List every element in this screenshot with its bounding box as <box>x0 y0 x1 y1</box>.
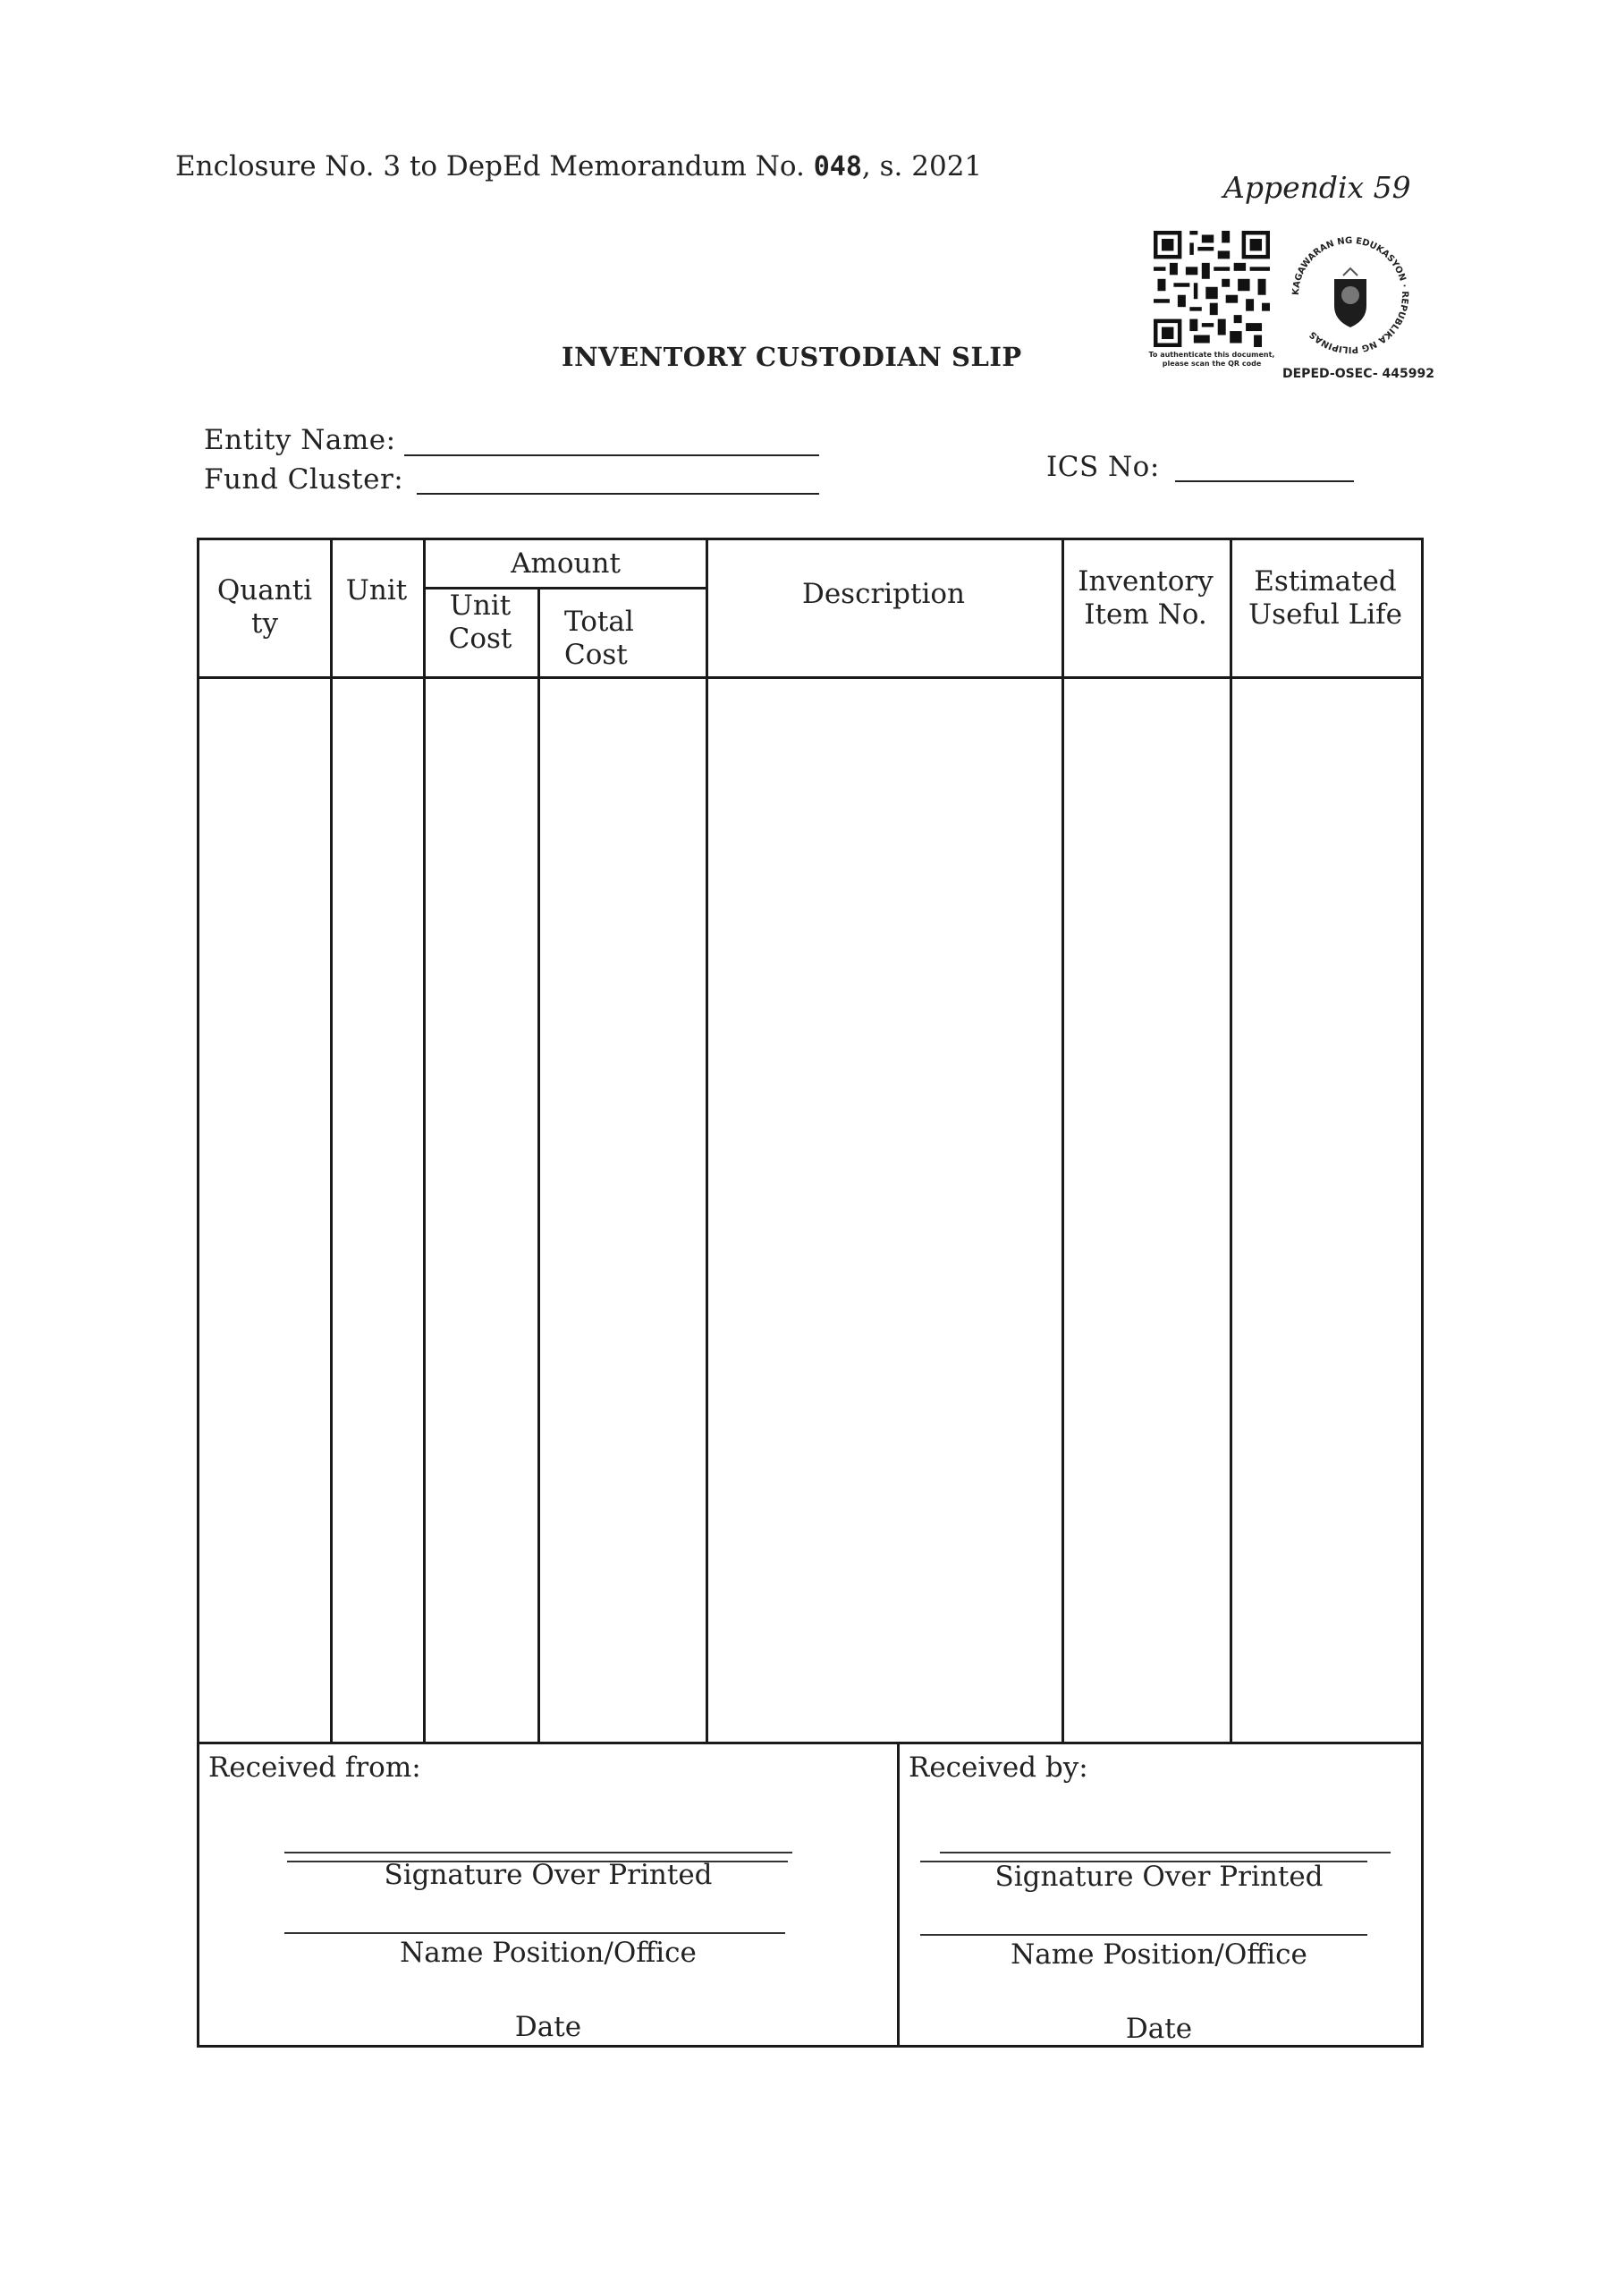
header-quantity <box>199 574 330 640</box>
header-unit-cost <box>423 589 537 656</box>
entity-name-label: Entity Name: <box>204 424 396 456</box>
header-useful-life-line1: Estimated <box>1254 565 1397 598</box>
received-from-signature-label: Signature Over Printed <box>384 1859 713 1891</box>
header-unit-cost-line2: Cost <box>448 623 512 655</box>
column-divider <box>1062 540 1064 1742</box>
received-from-label: Received from: <box>208 1751 421 1784</box>
received-by-label: Received by: <box>909 1751 1088 1784</box>
header-quantity-line2: ty <box>251 607 278 640</box>
inventory-table <box>197 538 1424 2048</box>
fund-cluster-field[interactable] <box>417 493 819 495</box>
header-total-cost <box>540 606 634 672</box>
enclosure-prefix: Enclosure No. 3 to DepEd Memorandum No. <box>175 150 805 182</box>
received-by-date-label: Date <box>1125 2013 1193 2045</box>
entity-name-field[interactable] <box>404 454 819 456</box>
ics-no-label: ICS No: <box>1046 451 1160 483</box>
qr-authentication-note: To authenticate this document, please scan the QR code <box>1148 351 1275 368</box>
header-amount: Amount <box>511 547 621 580</box>
ics-no-field[interactable] <box>1175 480 1354 482</box>
received-from-name-line[interactable] <box>284 1932 785 1934</box>
form-title: INVENTORY CUSTODIAN SLIP <box>562 342 1022 372</box>
header-inventory-item-no <box>1062 565 1230 632</box>
deped-seal-logo <box>1279 224 1422 367</box>
header-inventory-line2: Item No. <box>1084 598 1207 631</box>
qr-code-icon <box>1154 231 1270 347</box>
column-divider <box>537 587 540 1742</box>
fund-cluster-label: Fund Cluster: <box>204 463 404 496</box>
received-from-signature-line[interactable] <box>284 1852 792 1853</box>
certificate-code: DEPED-OSEC- 445992 <box>1282 367 1434 381</box>
column-divider <box>1230 540 1232 1742</box>
received-by-name-line[interactable] <box>920 1934 1367 1936</box>
received-by-name-position-label: Name Position/Office <box>1011 1938 1307 1971</box>
header-inventory-line1: Inventory <box>1078 565 1214 598</box>
received-from-name-position-label: Name Position/Office <box>400 1937 697 1969</box>
received-by-signature-label: Signature Over Printed <box>994 1861 1324 1893</box>
header-useful-life-line2: Useful Life <box>1248 598 1402 631</box>
memo-number: 048 <box>813 151 862 182</box>
signature-divider <box>897 1742 900 2045</box>
header-unit-cost-line1: Unit <box>449 589 512 622</box>
enclosure-reference <box>175 150 982 182</box>
enclosure-suffix: , s. 2021 <box>861 150 983 182</box>
header-estimated-useful-life <box>1230 565 1421 632</box>
column-divider <box>330 540 333 1742</box>
header-description: Description <box>801 578 966 610</box>
column-divider <box>706 540 708 1742</box>
header-total-cost-line1: Total <box>564 606 634 638</box>
column-divider <box>423 540 426 1742</box>
header-quantity-line1: Quanti <box>216 574 313 606</box>
received-by-signature-line[interactable] <box>940 1852 1391 1853</box>
header-unit: Unit <box>345 574 408 606</box>
svg-text:KAGAWARAN NG EDUKASYON · REPUB: KAGAWARAN NG EDUKASYON · REPUBLIKA NG PILIPINAS <box>1290 235 1410 355</box>
received-from-date-label: Date <box>514 2011 582 2043</box>
header-total-cost-line2: Cost <box>564 639 628 671</box>
signature-section-border <box>199 1742 1421 1744</box>
appendix-label: Appendix 59 <box>1223 170 1411 205</box>
header-bottom-border <box>199 676 1421 679</box>
